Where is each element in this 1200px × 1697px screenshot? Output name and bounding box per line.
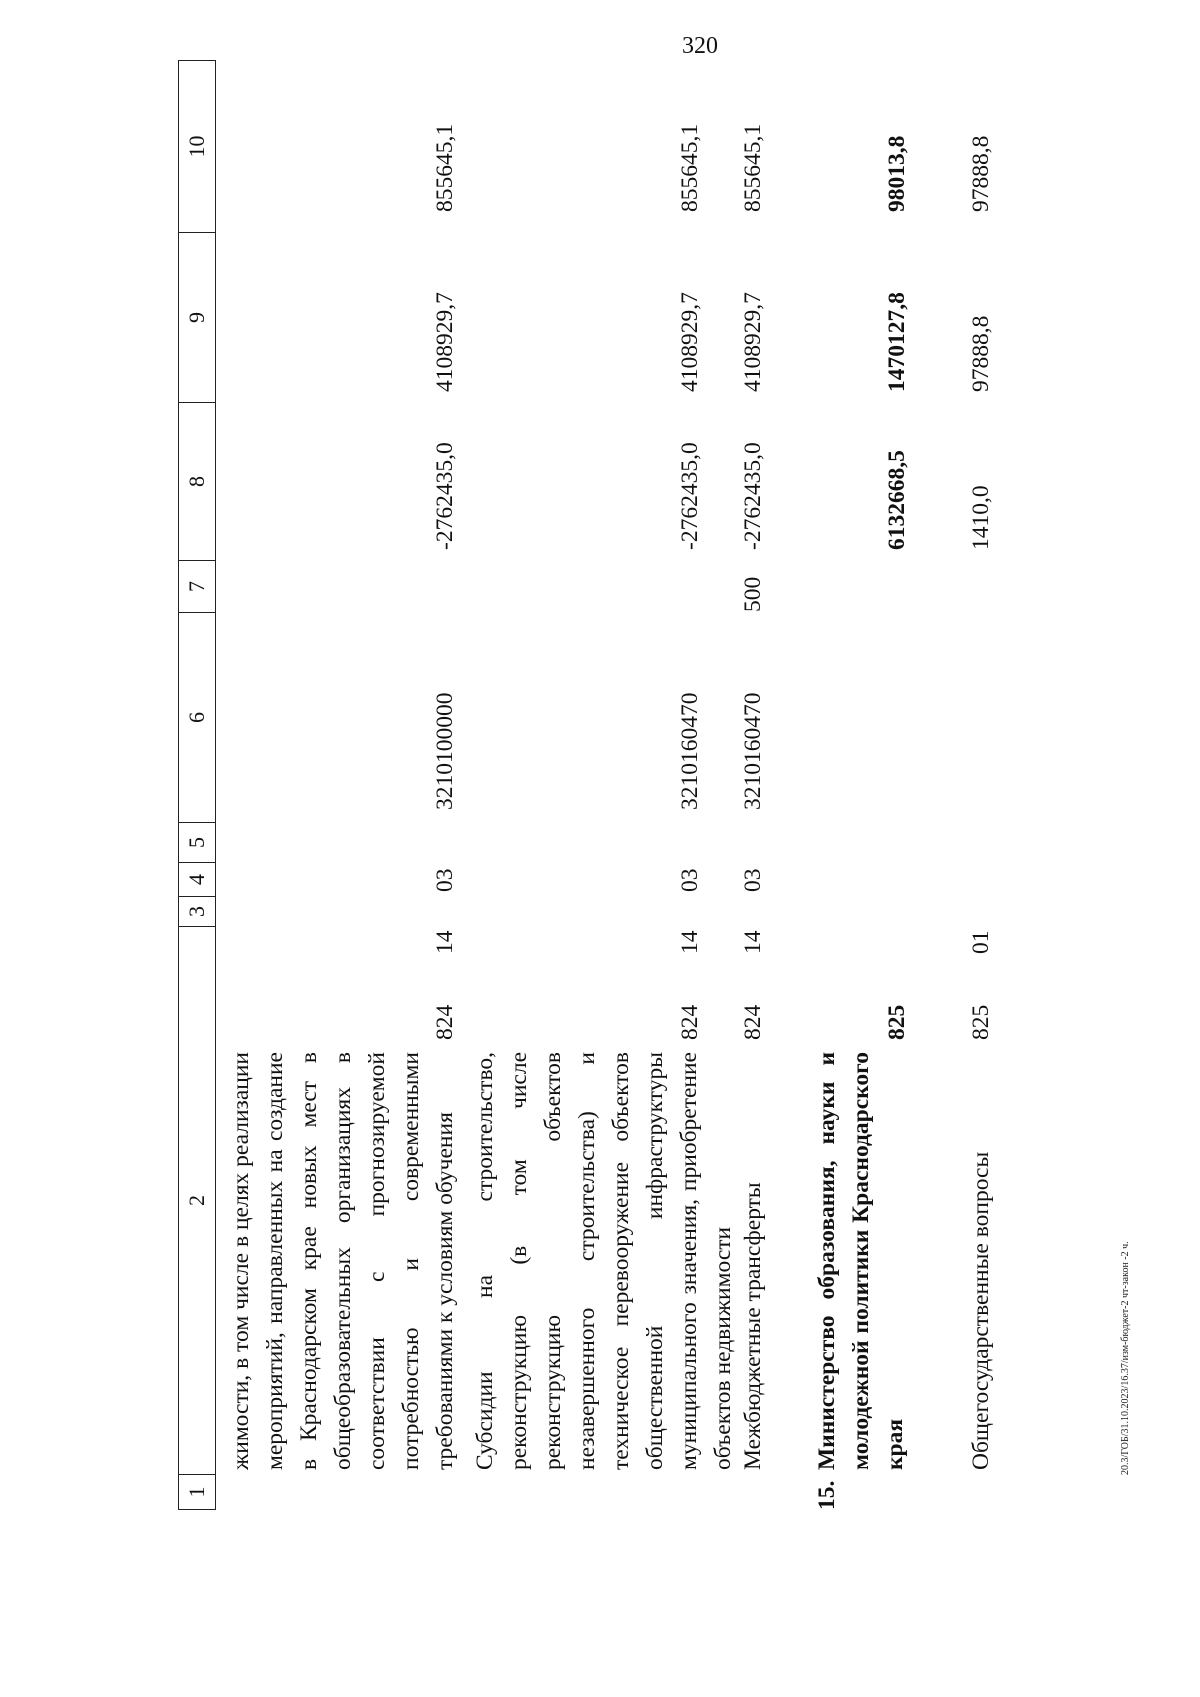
row-name: Межбюджетные трансферты xyxy=(740,1182,766,1470)
row-c8: -2762435,0 xyxy=(740,442,766,550)
row-c9: 1470127,8 xyxy=(884,292,910,392)
row-c3: 825 xyxy=(968,1004,994,1040)
row-c6: 3210160470 xyxy=(677,692,703,810)
row-c9: 4108929,7 xyxy=(740,292,766,392)
row-name: Субсидии на строительство, реконструкцию (в том числе реконструкцию объектов незавершенного строительства) и техническое перевооружение объектов общественной инфраструктуры муниципального значения, приобретение объектов недвижимости xyxy=(472,1052,736,1470)
header-col-9: 9 xyxy=(178,232,216,402)
row-c4: 14 xyxy=(677,930,703,954)
row-c9: 4108929,7 xyxy=(677,292,703,392)
row-c3: 824 xyxy=(677,1004,703,1040)
budget-table xyxy=(178,60,1108,1510)
row-c5: 03 xyxy=(740,868,766,892)
header-col-2: 2 xyxy=(178,926,216,1474)
row-c5: 03 xyxy=(677,868,703,892)
row-name: Общегосударственные вопросы xyxy=(968,1151,994,1470)
header-col-6: 6 xyxy=(178,612,216,822)
header-col-8: 8 xyxy=(178,402,216,560)
row-c10: 97888,8 xyxy=(968,135,994,212)
row-c8: 1410,0 xyxy=(968,485,994,550)
table-header xyxy=(178,60,216,1510)
row-c7: 500 xyxy=(740,576,766,612)
row-c6: 3210160470 xyxy=(740,692,766,810)
row-c3: 824 xyxy=(432,1004,458,1040)
row-c5: 03 xyxy=(432,868,458,892)
row-c10: 855645,1 xyxy=(677,123,703,212)
page-number: 320 xyxy=(682,33,718,59)
header-col-1: 1 xyxy=(178,1474,216,1510)
row-c8: 6132668,5 xyxy=(884,450,910,550)
row-c3: 824 xyxy=(740,1004,766,1040)
section-number: 15. xyxy=(814,1480,840,1510)
row-name: Министерство образования, науки и молодежной политики Краснодарского края xyxy=(814,1052,908,1470)
header-col-7: 7 xyxy=(178,560,216,612)
row-c4: 14 xyxy=(432,930,458,954)
row-c8: -2762435,0 xyxy=(677,442,703,550)
header-col-5: 5 xyxy=(178,822,216,862)
document-footer: 20.3/ГОБ/31.10.2023/16.37/изм-бюджет-2 чт-закон -2 ч. xyxy=(1120,1241,1131,1475)
header-col-4: 4 xyxy=(178,862,216,896)
row-c4: 01 xyxy=(968,930,994,954)
row-c10: 98013,8 xyxy=(884,135,910,212)
row-c10: 855645,1 xyxy=(740,123,766,212)
header-col-10: 10 xyxy=(178,60,216,232)
row-c9: 4108929,7 xyxy=(432,292,458,392)
header-col-3: 3 xyxy=(178,896,216,926)
row-c4: 14 xyxy=(740,930,766,954)
row-c8: -2762435,0 xyxy=(432,442,458,550)
row-c10: 855645,1 xyxy=(432,123,458,212)
row-c9: 97888,8 xyxy=(968,315,994,392)
row-name: жимости, в том числе в целях реализации мероприятий, направленных на создание в Краснодарском крае новых мест в общеобразовательных организациях в соответствии с прогнозируемой потребностью и современными требованиями к условиям обучения xyxy=(228,1052,458,1470)
row-c3: 825 xyxy=(884,1004,910,1040)
row-c6: 3210100000 xyxy=(432,692,458,810)
